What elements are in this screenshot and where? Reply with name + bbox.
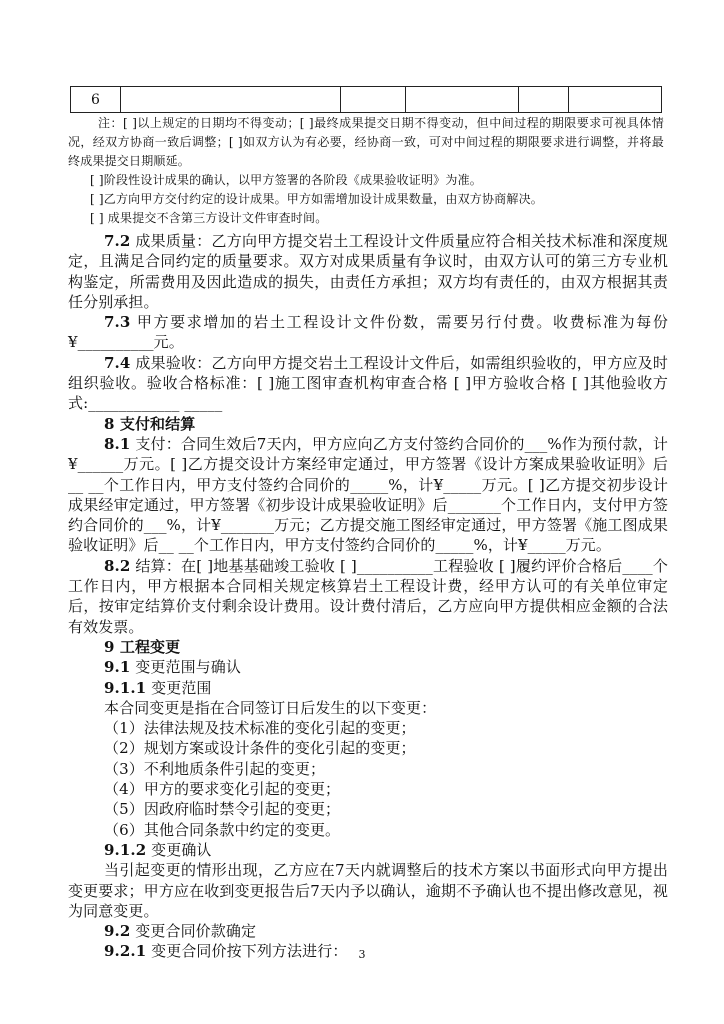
table-cell <box>569 87 662 113</box>
clause-number: 8.1 <box>104 434 131 453</box>
clause-text: 变更范围 <box>146 678 212 697</box>
clause-9-1 <box>68 657 668 677</box>
clause-text: 变更合同价款确定 <box>130 922 257 941</box>
table-cell <box>406 87 519 113</box>
change-list <box>68 718 668 840</box>
list-item: （4）甲方的要求变化引起的变更； <box>104 780 341 799</box>
clause-7-2 <box>68 231 668 312</box>
clause-text: 甲方要求增加的岩土工程设计文件份数，需要另行付费。收费标准为每份¥__________元。 <box>68 313 668 352</box>
clause-number: 7.3 <box>104 313 131 332</box>
contract-body <box>68 231 668 962</box>
table-cell <box>519 87 569 113</box>
clause-text: 变更合同价按下列方法进行： <box>146 942 348 961</box>
clause-text: 成果质量：乙方向甲方提交岩土工程设计文件质量应符合相关技术标准和深度规定，且满足合同约定的质量要求。双方对成果质量有争议时，由双方认可的第三方专业机构鉴定，所需费用及因此造成的损失，由责任方承担；双方均有责任的，由双方根据其责任分别承担。 <box>68 232 668 311</box>
clause-number: 9.2 <box>104 922 131 941</box>
list-item: （2）规划方案或设计条件的变化引起的变更； <box>104 739 416 758</box>
list-item: （5）因政府临时禁令引起的变更； <box>104 800 341 819</box>
note-paragraph: [ ]阶段性设计成果的确认，以甲方签署的各阶段《成果验收证明》为准。 <box>90 173 482 187</box>
list-item: （3）不利地质条件引起的变更； <box>104 759 326 778</box>
clause-number: 9.2.1 <box>104 942 147 961</box>
list-item: （6）其他合同条款中约定的变更。 <box>104 820 341 839</box>
clause-9-1-2 <box>68 840 668 860</box>
clause-text: 变更范围与确认 <box>130 658 241 677</box>
clause-number: 9.1.1 <box>104 678 147 697</box>
clause-text: 结算：在[ ]地基基础竣工验收 [ ]__________工程验收 [ ]履约评价合格后____个工作日内，甲方根据本合同相关规定核算岩土工程设计费，经甲方认可的有关单位审定后，按审定结算价支付剩余设计费用。设计费付清后，乙方应向甲方提供相应金额的合法有效发票。 <box>68 556 668 636</box>
table-cell <box>121 87 341 113</box>
clause-number: 7.4 <box>104 353 131 372</box>
note-paragraph: [ ] 成果提交不含第三方设计文件审查时间。 <box>90 211 328 225</box>
clause-text: 支付：合同生效后7天内，甲方应向乙方支付签约合同价的___%作为预付款，计¥______万元。[ ]乙方提交设计方案经审定通过，甲方签署《设计方案成果验收证明》后__ __个工作日内，甲方支付签约合同价的_____%，计¥_____万元。[ ]乙方提交初步设计成果经审定通过，甲方签署《初步设计成果验收证明》后_______个工作日内，支付甲方签约合同价的___%，计¥_______万元；乙方提交施工图经审定通过，甲方签署《施工图成果验收证明》后__ __个工作日内，甲方支付签约合同价的_____%，计¥_____万元。 <box>68 434 668 555</box>
clause-9-1-1 <box>68 678 668 698</box>
clause-7-3 <box>68 312 668 353</box>
clause-8-2 <box>68 556 668 637</box>
clause-number: 9.1.2 <box>104 840 147 859</box>
clause-text: 变更确认 <box>146 840 212 859</box>
change-scope-intro: 本合同变更是指在合同签订日后发生的以下变更： <box>104 698 437 717</box>
section-heading-9: 9 工程变更 <box>104 637 181 656</box>
note-paragraph: [ ]乙方向甲方交付约定的设计成果。甲方如需增加设计成果数量，由双方协商解决。 <box>90 192 543 206</box>
schedule-notes <box>68 114 664 228</box>
list-item: （1）法律法规及技术标准的变化引起的变更； <box>104 719 416 738</box>
section-heading-8: 8 支付和结算 <box>104 414 196 433</box>
clause-9-2 <box>68 921 668 941</box>
clause-number: 8.2 <box>104 556 131 575</box>
clause-7-4 <box>68 353 668 414</box>
schedule-table <box>70 86 662 113</box>
clause-number: 9.1 <box>104 658 131 677</box>
page-number: 3 <box>358 948 366 961</box>
change-confirmation-text: 当引起变更的情形出现，乙方应在7天内就调整后的技术方案以书面形式向甲方提出变更要求；甲方应在收到变更报告后7天内予以确认，逾期不予确认也不提出修改意见，视为同意变更。 <box>68 861 668 920</box>
table-cell <box>341 87 406 113</box>
table-row <box>71 87 662 113</box>
table-cell-row-number: 6 <box>71 87 121 113</box>
note-paragraph: 注：[ ]以上规定的日期均不得变动；[ ]最终成果提交日期不得变动，但中间过程的期限要求可视具体情况，经双方协商一致后调整；[ ]如双方认为有必要，经协商一致，可对中间过程的期限要求进行调整，并将最终成果提交日期顺延。 <box>68 116 664 168</box>
clause-text: 成果验收：乙方向甲方提交岩土工程设计文件后，如需组织验收的，甲方应及时组织验收。验收合格标准：[ ]施工图审查机构审查合格 [ ]甲方验收合格 [ ]其他验收方式:____________ _____ <box>68 353 668 413</box>
clause-8-1 <box>68 434 668 556</box>
clause-number: 7.2 <box>104 232 131 250</box>
